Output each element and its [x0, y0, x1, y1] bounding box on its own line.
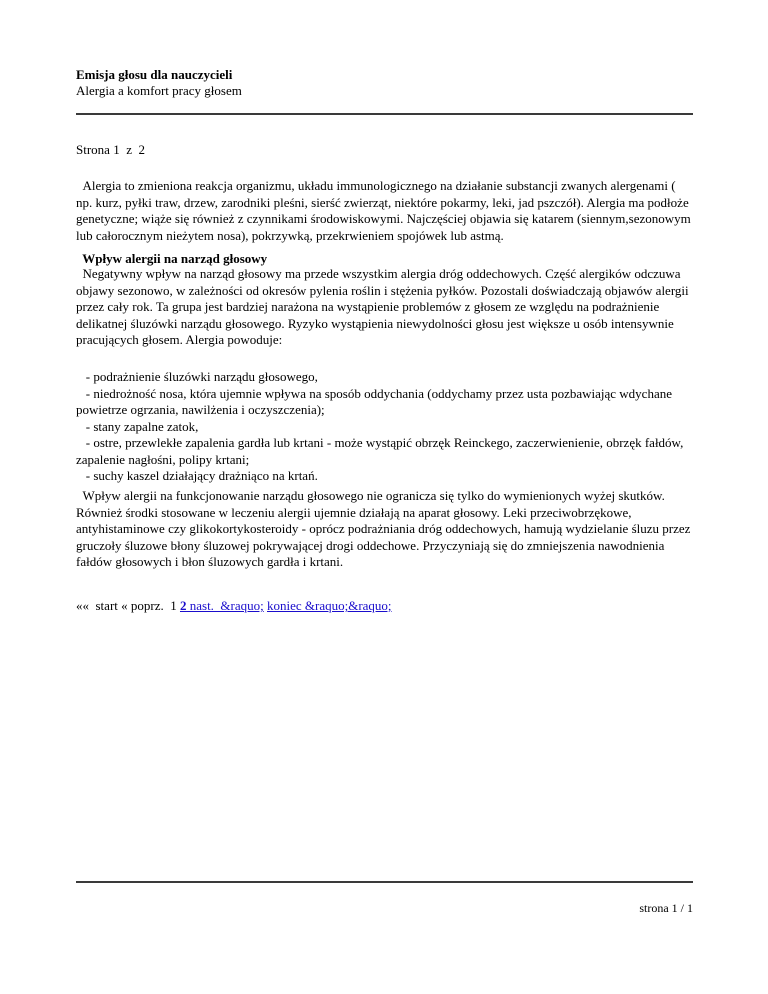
pagination-last-link[interactable]: koniec &raquo;&raquo; — [267, 598, 392, 613]
header-divider — [76, 113, 693, 115]
medication-paragraph: Wpływ alergii na funkcjonowanie narządu głosowego nie ogranicza się tylko do wymienionych wyżej skutków. Również środki stosowane w leczeniu alergii ujemnie działają na aparat głosowy. Leki przeciwobrzękowe, antyhistaminowe czy glikokortykosteroidy - oprócz podrażniania dróg oddechowych, hamują wydzielanie śluzu przez gruczoły śluzowe błony śluzowej pokrywającej drogi oddechowe. Przyczyniają się do zmniejszenia nawodnienia fałdów głosowych i błon śluzowych gardła i krtani. — [76, 488, 694, 569]
list-item: - stany zapalne zatok, — [76, 418, 199, 434]
pagination — [76, 598, 392, 613]
document-title: Emisja głosu dla nauczycieli — [76, 67, 233, 82]
pagination-next-link[interactable]: nast. &raquo; — [186, 598, 264, 613]
effects-paragraph: Negatywny wpływ na narząd głosowy ma przede wszystkim alergia dróg oddechowych. Część alergików odczuwa objawy sezonowo, w zależności od okresów pylenia roślin i stężenia pyłków. Pozostali doświadczają objawów alergii przez cały rok. Ta grupa jest bardziej narażona na wystąpienie problemów z głosem ze względu na podrażnienie delikatnej śluzówki narządu głosowego. Ryzyko wystąpienia niewydolności głosu jest większe u osób intensywnie pracujących głosem. Alergia powoduje: — [76, 266, 692, 347]
effects-list — [76, 369, 693, 485]
list-item: - podrażnienie śluzówki narządu głosowego, — [76, 369, 318, 384]
pagination-static: «« start « poprz. 1 — [76, 598, 180, 613]
list-item: - niedrożność nosa, która ujemnie wpływa na sposób oddychania (oddychamy przez usta pozbawiając wdychane powietrze ogrzania, nawilżenia i oczyszczenia); — [76, 385, 676, 417]
pagination-page-2-link[interactable]: 2 — [179, 598, 187, 613]
footer-divider — [76, 881, 693, 883]
document-subtitle: Alergia a komfort pracy głosem — [76, 83, 242, 98]
footer-page-number: strona 1 / 1 — [639, 901, 693, 915]
section-heading: Wpływ alergii na narząd głosowy — [76, 251, 268, 266]
list-item: - ostre, przewlekłe zapalenia gardła lub krtani - może wystąpić obrzęk Reinckego, zaczerwienienie, obrzęk fałdów, zapalenie nagłośni, polipy krtani; — [76, 435, 687, 467]
page-counter: Strona 1 z 2 — [76, 142, 145, 157]
intro-paragraph: Alergia to zmieniona reakcja organizmu, układu immunologicznego na działanie substancji zwanych alergenami ( np. kurz, pyłki traw, drzew, zarodniki pleśni, sierść zwierząt, niektóre pokarmy, leki, jad pszczół). Alergia ma podłoże genetyczne; wiąże się również z czynnikami środowiskowymi. Najczęściej objawia się katarem (siennym,sezonowym lub całorocznym nieżytem nosa), pokrzywką, przekrwieniem spojówek lub astmą. — [76, 178, 695, 243]
list-item: - suchy kaszel działający drażniąco na krtań. — [76, 468, 318, 483]
